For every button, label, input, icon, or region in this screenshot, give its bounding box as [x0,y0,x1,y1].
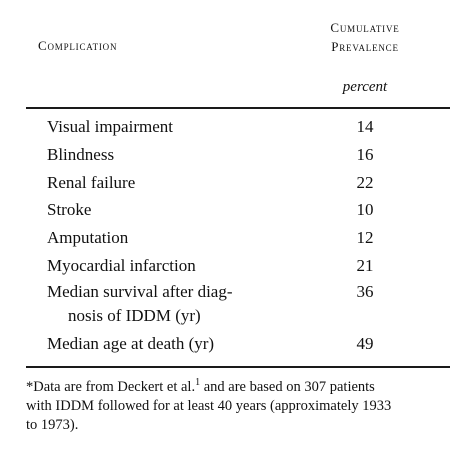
footnote-text-a: *Data are from Deckert et al. [26,379,196,395]
row-value: 22 [356,173,374,192]
column-header-prevalence-line2: Prevalence [331,39,399,54]
footnote [26,378,456,435]
footnote-line1 [26,378,456,397]
footnote-text-b: and are based on 307 patients [200,379,375,395]
table-bottom-rule [26,366,450,368]
footnote-line3: to 1973). [26,417,79,433]
row-label: Myocardial infarction [47,256,196,275]
footnote-ref: 1 [195,377,201,388]
table-row [0,117,474,143]
row-value: 10 [356,200,374,219]
row-value: 14 [356,117,374,136]
row-label: Amputation [47,228,129,247]
row-label: Blindness [47,145,115,164]
row-label [47,280,233,328]
column-header-prevalence-line1: Cumulative [330,20,400,35]
row-label-line1: Median survival after diag- [47,282,233,301]
row-value: 12 [356,228,374,247]
row-value: 16 [356,145,374,164]
table-row [0,228,474,254]
table-row [0,200,474,226]
row-value: 36 [356,282,374,301]
row-value: 21 [356,256,374,275]
row-label: Renal failure [47,173,136,192]
table-row [0,334,474,360]
row-value: 49 [356,334,374,353]
unit-label: percent [342,79,388,95]
column-header-prevalence [300,18,430,56]
footnote-line2: with IDDM followed for at least 40 years (approximately 1933 [26,398,392,414]
row-label: Median age at death (yr) [47,334,215,353]
row-label-line2: nosis of IDDM (yr) [68,306,201,325]
table-top-rule [26,107,450,109]
table-row [0,145,474,171]
table-row [0,280,474,330]
row-label: Stroke [47,200,92,219]
column-header-complication: Complication [38,38,118,53]
row-label: Visual impairment [47,117,173,136]
table-row [0,173,474,199]
table-row [0,256,474,282]
